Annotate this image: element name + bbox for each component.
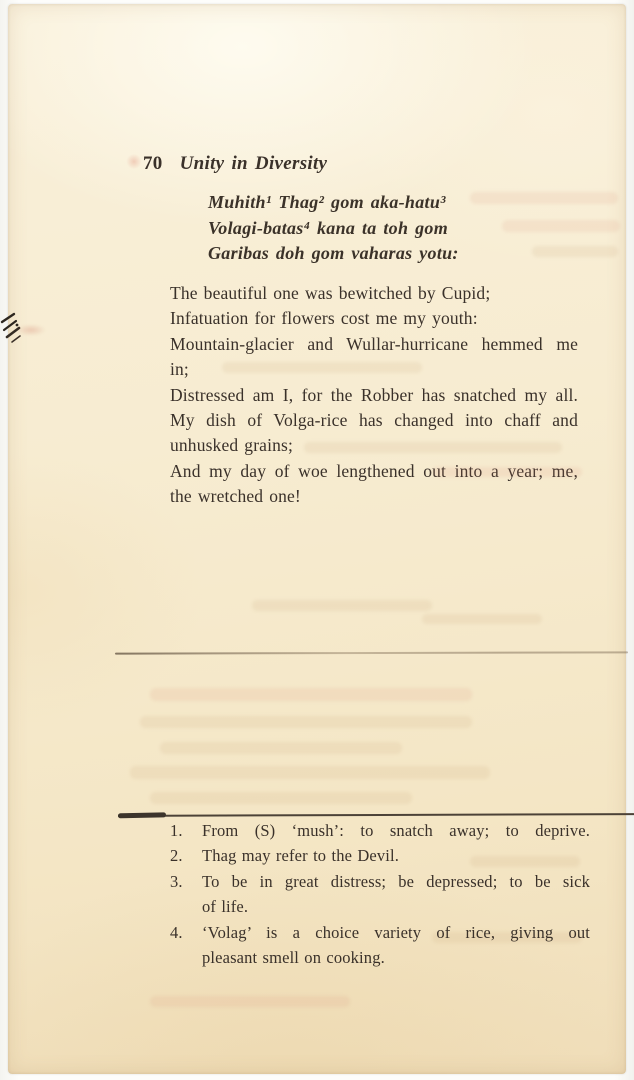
show-through-text <box>160 742 402 754</box>
show-through-text <box>502 220 620 232</box>
footnotes-block <box>170 818 590 970</box>
paper-stain <box>16 324 46 336</box>
translation-line: in; <box>170 359 189 380</box>
verse-block <box>208 190 459 267</box>
verse-line: Muhith¹ Thag² gom aka-hatu³ <box>208 192 446 212</box>
show-through-text <box>222 362 422 373</box>
footnote-line: To be in great distress; be depressed; to be sick <box>202 871 590 891</box>
show-through-text <box>422 614 542 624</box>
translation-line: unhusked grains; <box>170 435 293 456</box>
horizontal-rule-faint <box>115 651 628 654</box>
show-through-text <box>150 688 472 701</box>
translation-line: And my day of woe lengthened out into a year; me, <box>170 460 578 481</box>
footnote <box>170 920 590 971</box>
footnote <box>170 818 590 843</box>
running-title: Unity in Diversity <box>179 153 328 174</box>
translation-line: Infatuation for flowers cost me my youth: <box>170 308 478 329</box>
footnote-line: of life. <box>202 897 249 917</box>
footnote <box>170 843 590 868</box>
footnote-line: ‘Volag’ is a choice variety of rice, giving out <box>202 922 590 942</box>
show-through-text <box>150 792 412 804</box>
translation-line: the wretched one! <box>170 486 301 507</box>
show-through-text <box>470 192 618 204</box>
footnote-line: pleasant smell on cooking. <box>202 948 385 968</box>
verse-line: Garibas doh gom vaharas yotu: <box>208 243 459 263</box>
rule-ink-blob <box>118 812 166 818</box>
translation-line: Mountain-glacier and Wullar-hurricane hemmed me <box>170 333 578 354</box>
horizontal-rule-footnotes <box>118 813 634 817</box>
show-through-text <box>532 246 618 257</box>
show-through-text <box>150 996 350 1007</box>
show-through-text <box>140 716 472 728</box>
translation-line: Distressed am I, for the Robber has snatched my all. <box>170 384 578 405</box>
show-through-text <box>130 766 490 779</box>
translation-line: My dish of Volga-rice has changed into chaff and <box>170 410 578 431</box>
page-number: 70 <box>143 153 163 174</box>
footnote-marker: 2. <box>170 846 183 866</box>
footnote-marker: 4. <box>170 922 183 942</box>
footnote-line: Thag may refer to the Devil. <box>202 846 400 866</box>
verse-line: Volagi-batas⁴ kana ta toh gom <box>208 217 448 238</box>
show-through-text <box>304 442 562 453</box>
show-through-text <box>432 467 582 477</box>
footnote <box>170 869 590 920</box>
paper-stain <box>126 154 142 169</box>
show-through-text <box>252 600 432 611</box>
footnote-marker: 3. <box>170 871 183 891</box>
page-header <box>143 153 327 175</box>
book-page <box>8 4 626 1074</box>
footnote-line: From (S) ‘mush’: to snatch away; to deprive. <box>202 821 590 840</box>
translation-line: The beautiful one was bewitched by Cupid; <box>170 283 491 303</box>
footnote-marker: 1. <box>170 821 183 840</box>
